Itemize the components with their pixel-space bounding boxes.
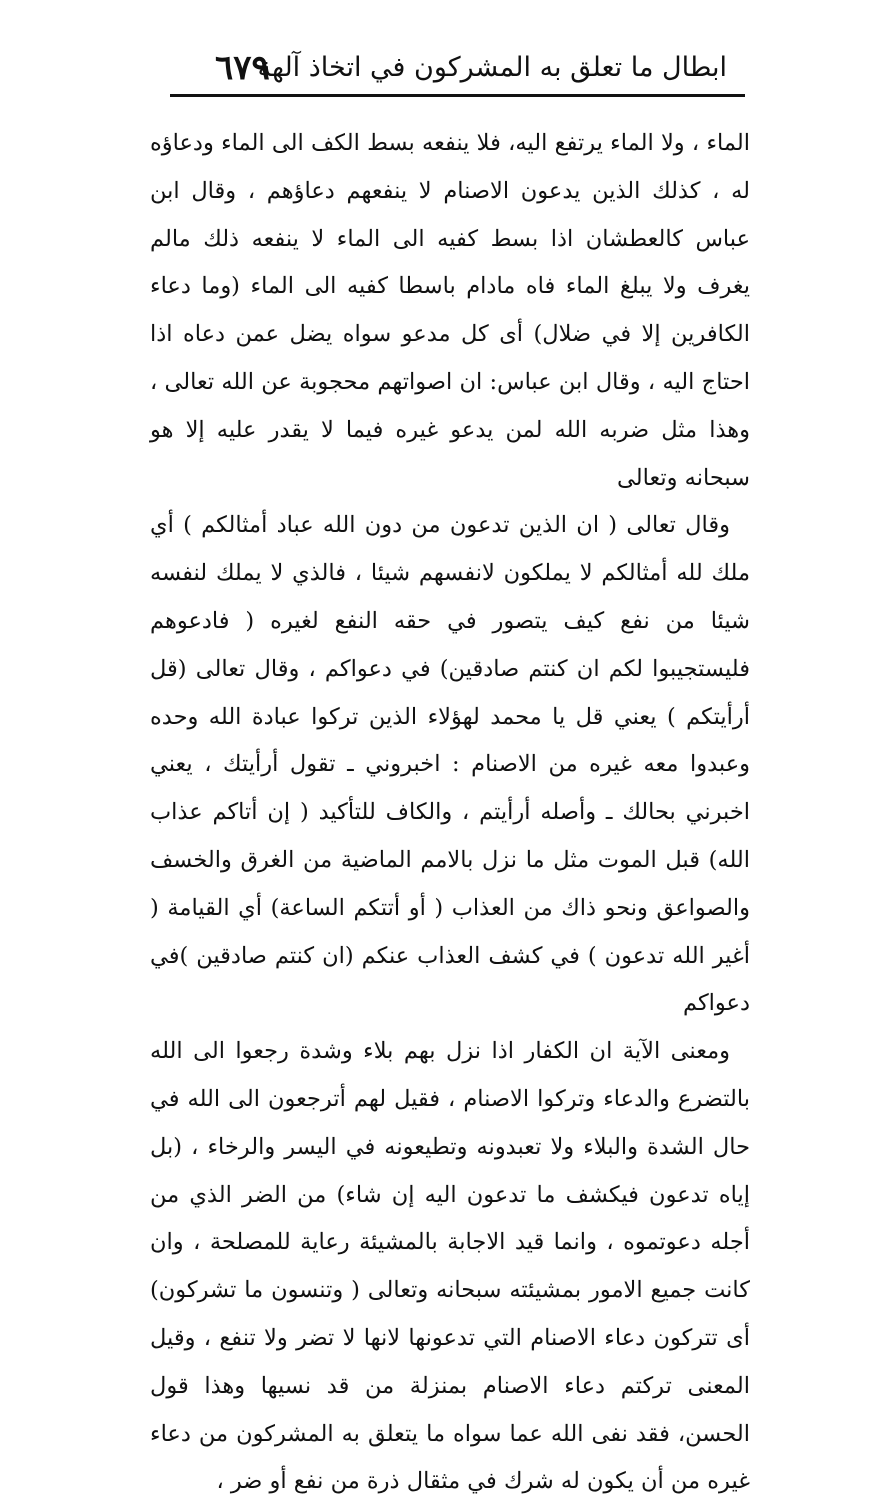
header-rule [170, 94, 745, 97]
body-text [150, 120, 750, 1506]
paragraph: وقال تعالى ( ان الذين تدعون من دون الله عباد أمثالكم ) أي ملك لله أمثالكم لا يملكون لانفسهم شيئا ، فالذي لا يملك لنفسه شيئا من نفع كيف يتصور في حقه النفع لغيره ( فادعوهم فليستجيبوا لكم ان كنتم صادقين) في دعواكم ، وقال تعالى (قل أرأيتكم ) يعني قل يا محمد لهؤلاء الذين تركوا عبادة الله وحده وعبدوا معه غيره من الاصنام : اخبروني ـ تقول أرأيتك ، يعني اخبرني بحالك ـ وأصله أرأيتم ، والكاف للتأكيد ( إن أتاكم عذاب الله) قبل الموت مثل ما نزل بالامم الماضية من الغرق والخسف والصواعق ونحو ذاك من العذاب ( أو أتتكم الساعة) أي القيامة ( أغير الله تدعون ) في كشف العذاب عنكم (ان كنتم صادقين )في دعواكم [150, 512, 750, 1017]
running-title: ابطال ما تعلق به المشركون في اتخاذ آلهة [257, 52, 727, 83]
paragraph: الماء ، ولا الماء يرتفع اليه، فلا ينفعه بسط الكف الى الماء ودعاؤه له ، كذلك الذين يدعون الاصنام لا ينفعهم دعاؤهم ، وقال ابن عباس كالعطشان اذا بسط كفيه الى الماء لا ينفعه ذلك مالم يغرف ولا يبلغ الماء فاه مادام باسطا كفيه الى الماء (وما دعاء الكافرين إلا في ضلال) أى كل مدعو سواه يضل عمن دعاه اذا احتاج اليه ، وقال ابن عباس: ان اصواتهم محجوبة عن الله تعالى ، وهذا مثل ضربه الله لمن يدعو غيره فيما لا يقدر عليه إلا هو سبحانه وتعالى [150, 130, 750, 491]
paragraph: ومعنى الآية ان الكفار اذا نزل بهم بلاء وشدة رجعوا الى الله بالتضرع والدعاء وتركوا الاصنام ، فقيل لهم أترجعون الى الله في حال الشدة والبلاء ولا تعبدونه وتطيعونه في اليسر والرخاء ، (بل إياه تدعون فيكشف ما تدعون اليه إن شاء) من الضر الذي من أجله دعوتموه ، وانما قيد الاجابة بالمشيئة رعاية للمصلحة ، وان كانت جميع الامور بمشيئته سبحانه وتعالى ( وتنسون ما تشركون) أى تتركون دعاء الاصنام التي تدعونها لانها لا تضر ولا تنفع ، وقيل المعنى تركتم دعاء الاصنام بمنزلة من قد نسيها وهذا قول الحسن، فقد نفى الله عما سواه ما يتعلق به المشركون من دعاء غيره من أن يكون له شرك في مثقال ذرة من نفع أو ضر ، [150, 1038, 750, 1495]
page-header [170, 46, 745, 92]
page-number: ٦٧٩ [215, 48, 270, 88]
